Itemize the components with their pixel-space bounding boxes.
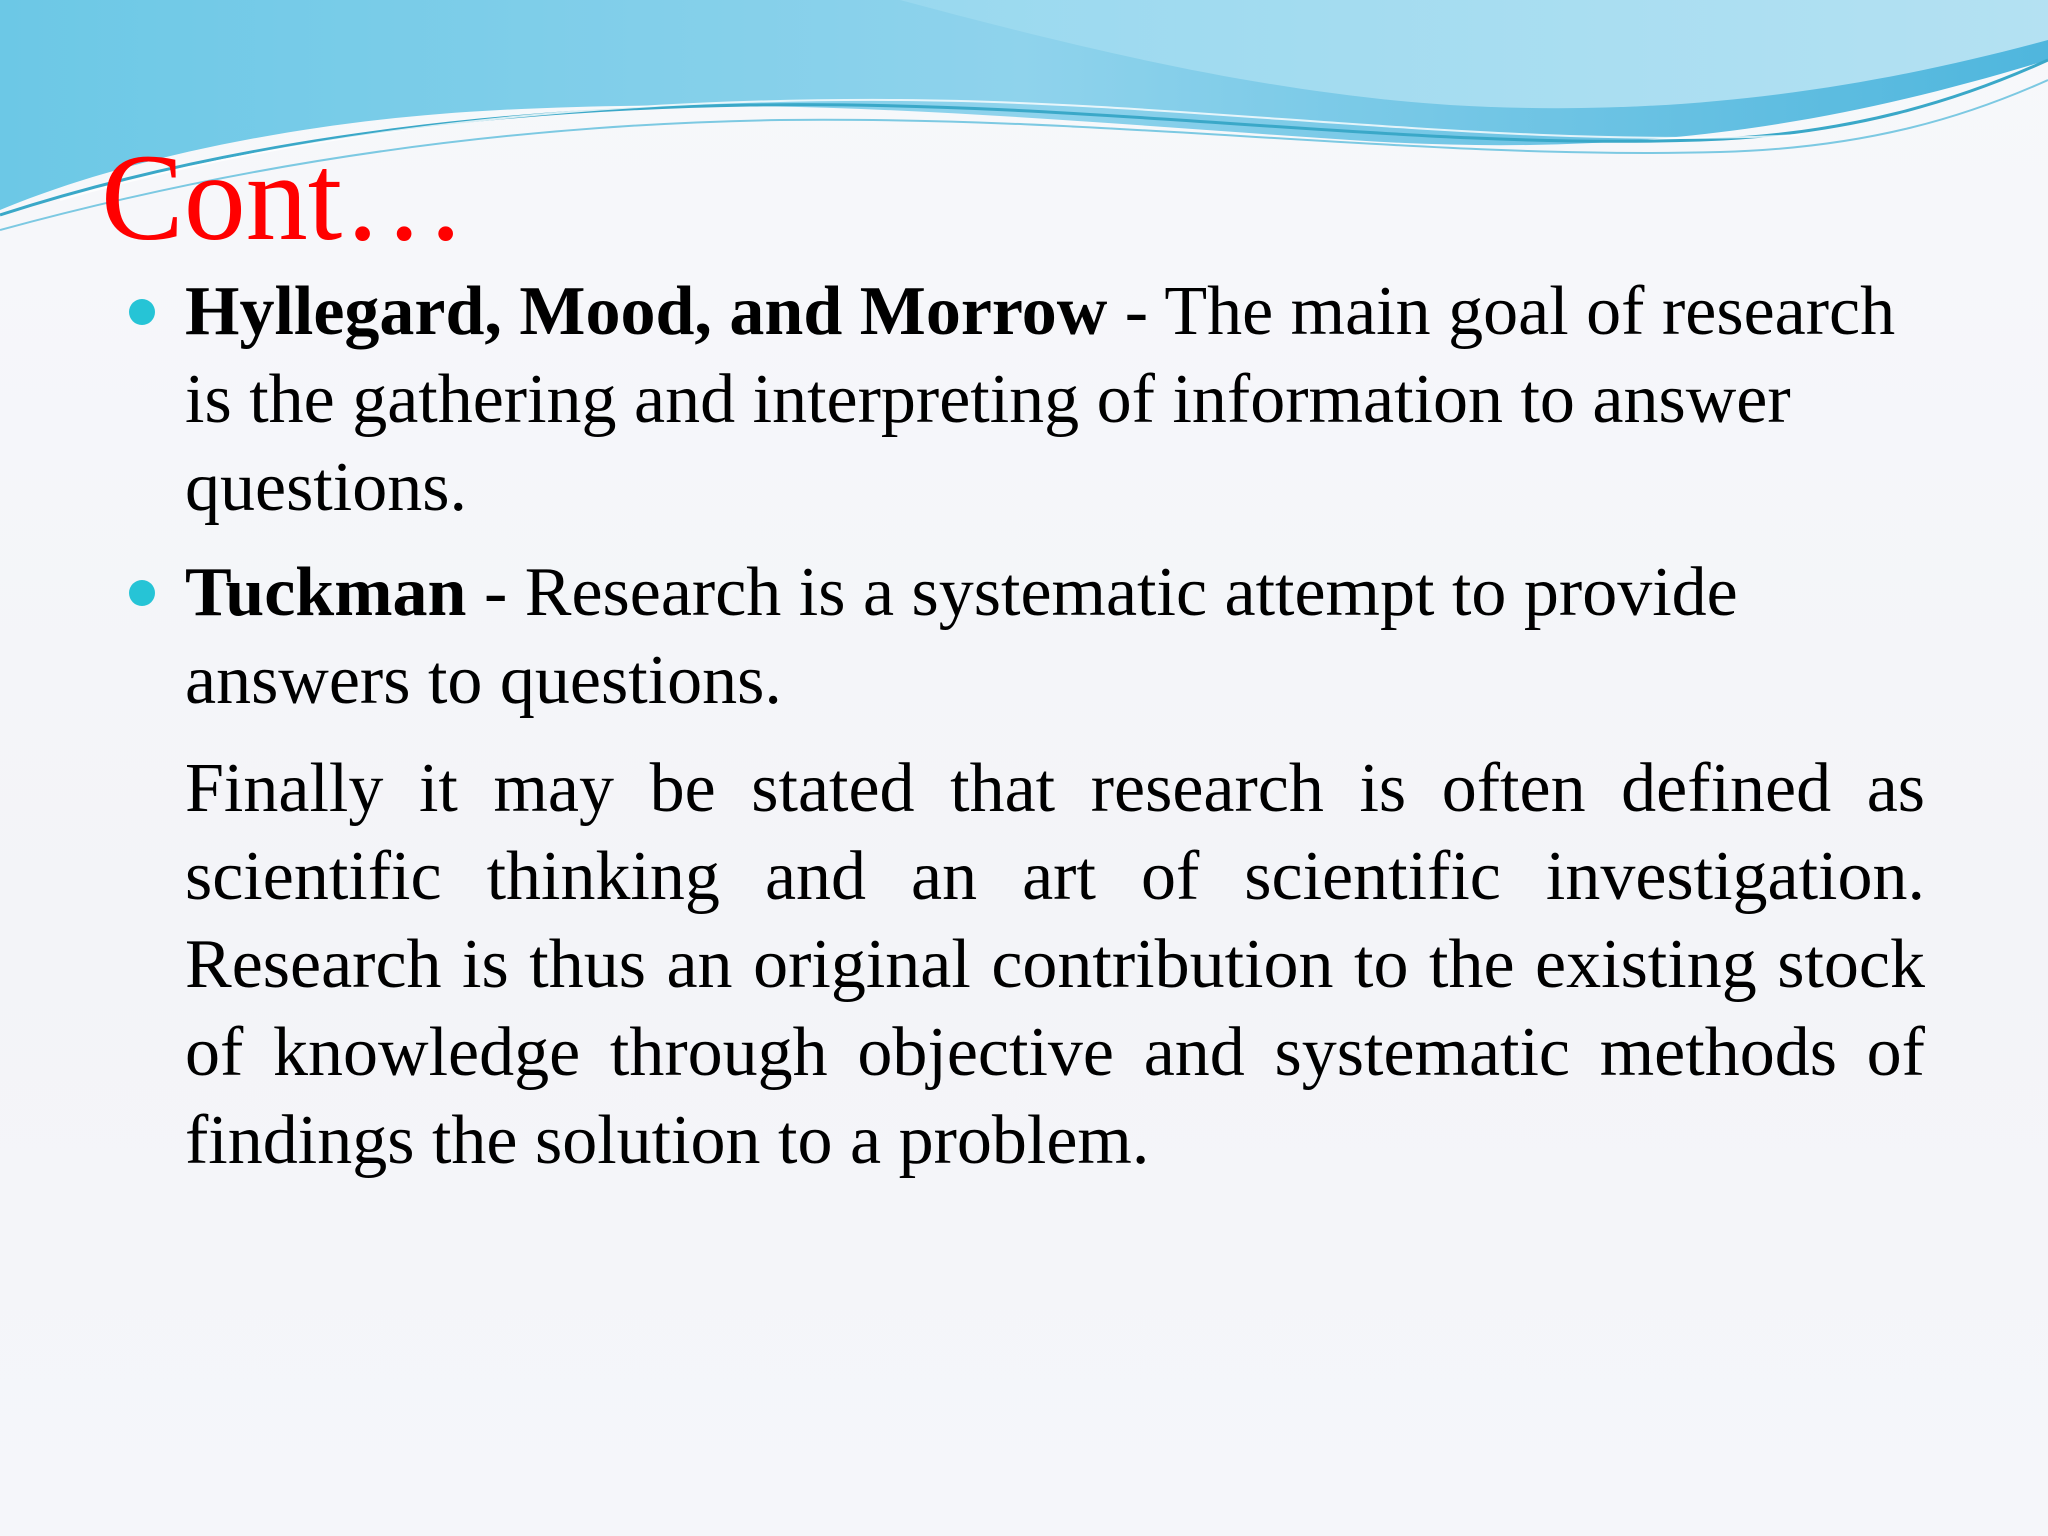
bullet-term: Tuckman: [185, 554, 467, 631]
bullet-text: [185, 268, 1925, 532]
bullet-item-tuckman: [185, 549, 1925, 725]
conclusion-paragraph: Finally it may be stated that research is often defined as scientific thinking and an art of scientific investigation. Research is thus an original contribution to the existing stock of knowledge through objective and systematic methods of findings the solution to a problem.: [185, 750, 1925, 1179]
bullet-dot-icon: [129, 299, 155, 325]
slide-content: [185, 268, 1925, 1185]
slide-title: Cont…: [101, 129, 467, 266]
bullet-definition: - Research is a systematic attempt to provide answers to questions.: [185, 554, 1738, 719]
bullet-dot-icon: [129, 580, 155, 606]
bullet-definition: - The main goal of research is the gathering and interpreting of information to answer questions.: [185, 273, 1896, 526]
bullet-text: [185, 549, 1925, 725]
bullet-term: Hyllegard, Mood, and Morrow: [185, 273, 1108, 350]
bullet-item-hyllegard: [185, 268, 1925, 532]
